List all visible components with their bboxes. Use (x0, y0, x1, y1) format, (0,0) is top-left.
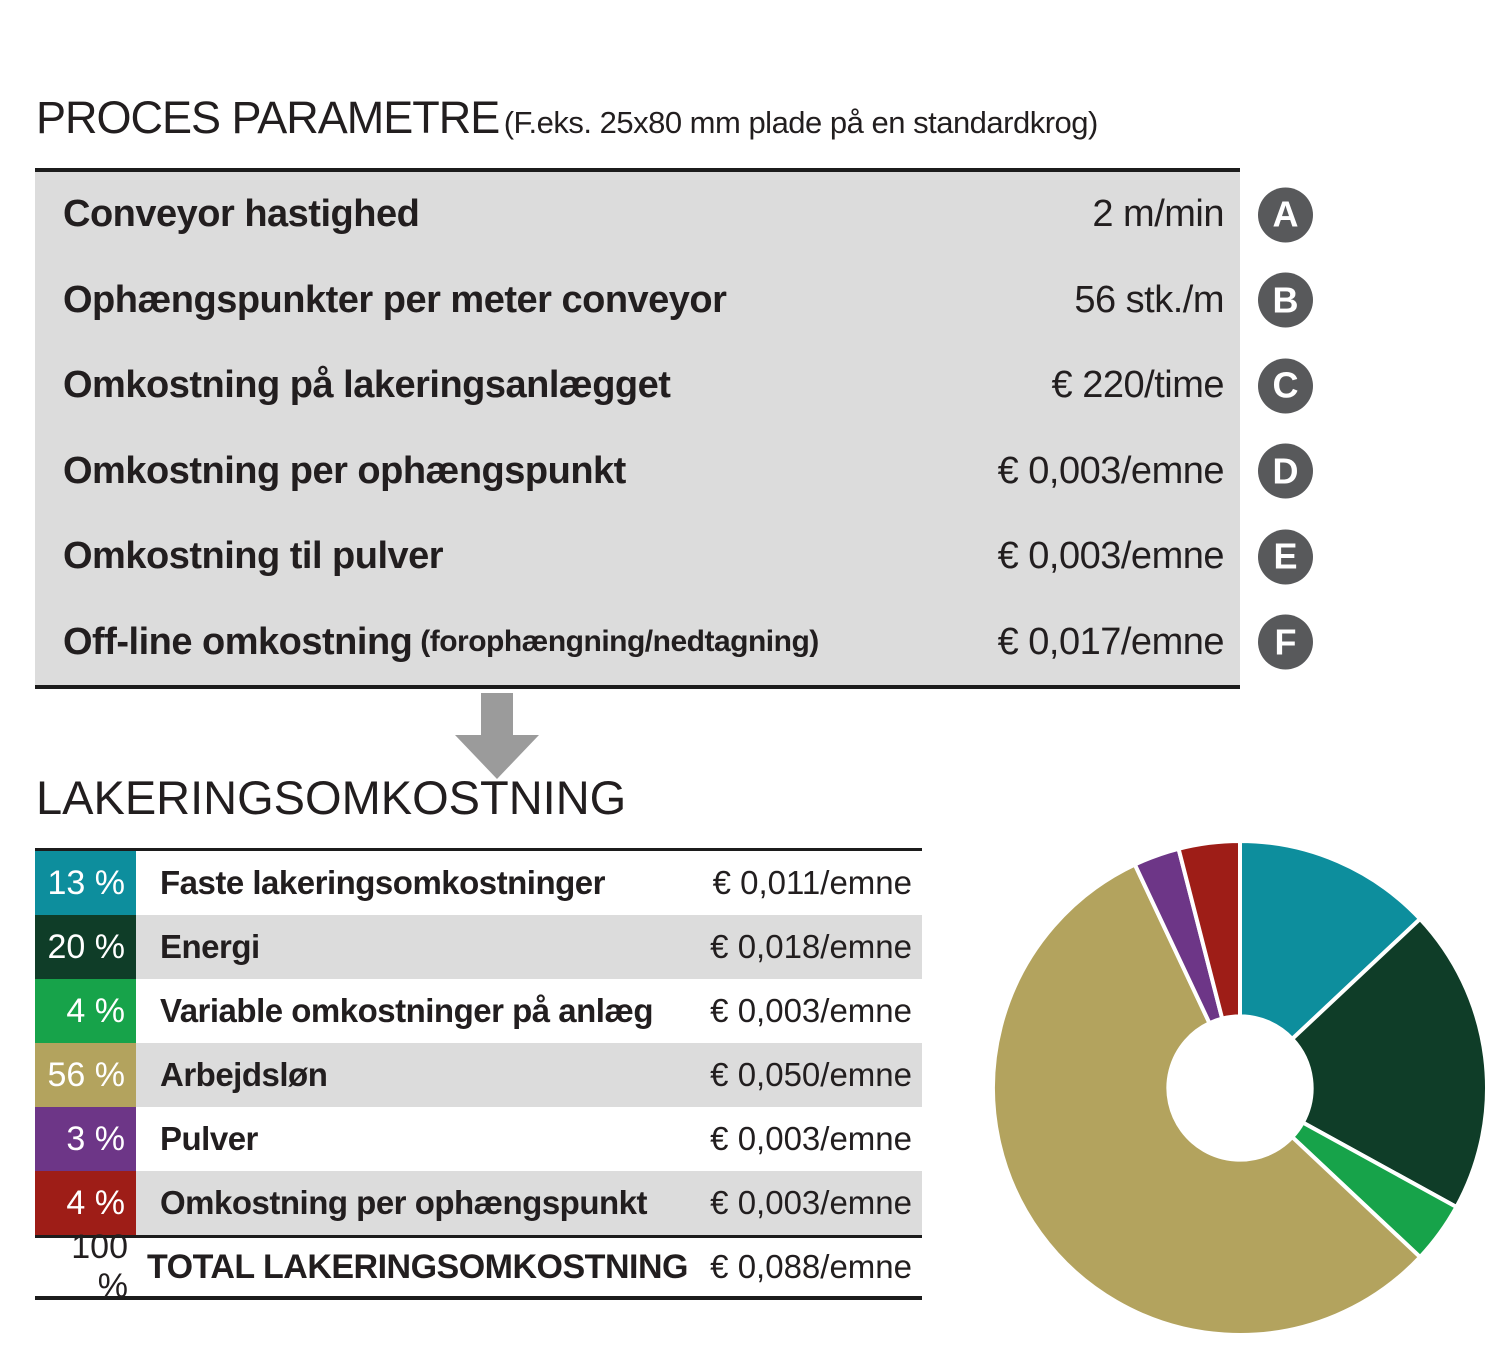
cost-row (35, 915, 922, 979)
parameter-row (35, 600, 1297, 686)
cost-percent-chip: 13 % (35, 851, 136, 915)
cost-label: Omkostning per ophængspunkt (160, 1184, 647, 1221)
parameter-value: € 0,003/emne (997, 449, 1224, 492)
parameter-value: € 0,017/emne (997, 620, 1224, 663)
cost-row (35, 851, 922, 915)
parameter-row (35, 429, 1299, 515)
total-label: TOTAL LAKERINGSOMKOSTNING (147, 1247, 688, 1286)
parameter-value: € 220/time (1051, 364, 1224, 407)
total-value: € 0,088/emne (710, 1248, 912, 1285)
cost-donut-chart (990, 838, 1490, 1338)
page-title (36, 92, 1098, 144)
cost-percent-chip: 20 % (35, 915, 136, 979)
parameter-row (35, 343, 1299, 429)
process-parameters-table (35, 168, 1299, 689)
parameter-badge-c: C (1258, 358, 1313, 413)
parameter-label: Omkostning til pulver (63, 535, 444, 578)
parameter-value: € 0,003/emne (997, 535, 1224, 578)
cost-value: € 0,050/emne (710, 1056, 912, 1093)
parameter-badge-d: D (1258, 444, 1313, 499)
cost-percent-chip: 4 % (35, 1171, 136, 1235)
parameter-badge-a: A (1258, 187, 1313, 242)
parameter-label: Ophængspunkter per meter conveyor (63, 278, 727, 321)
cost-value: € 0,003/emne (710, 992, 912, 1029)
total-percent: 100 % (71, 1228, 128, 1305)
cost-row (35, 1107, 922, 1171)
cost-label: Faste lakeringsomkostninger (160, 864, 605, 901)
cost-row (35, 1171, 922, 1235)
cost-percent-chip: 56 % (35, 1043, 136, 1107)
parameter-note: (forophængning/nedtagning) (412, 625, 819, 659)
page-title-text: PROCES PARAMETRE (36, 92, 500, 143)
cost-value: € 0,011/emne (712, 864, 912, 901)
costs-title: LAKERINGSOMKOSTNING (36, 771, 627, 824)
cost-row (35, 979, 922, 1043)
parameter-badge-b: B (1258, 273, 1313, 328)
parameter-row (35, 172, 1299, 258)
cost-percent-chip: 4 % (35, 979, 136, 1043)
parameter-value: 2 m/min (1092, 193, 1224, 236)
cost-label: Arbejdsløn (160, 1056, 328, 1093)
parameter-label: Omkostning på lakeringsanlægget (63, 364, 671, 407)
parameter-row (35, 514, 1298, 600)
costs-table (35, 848, 922, 1305)
parameter-label: Conveyor hastighed (63, 193, 420, 236)
parameter-label: Omkostning per ophængspunkt (63, 449, 626, 492)
down-arrow-stem (481, 693, 513, 735)
page-subtitle: (F.eks. 25x80 mm plade på en standardkrog) (503, 105, 1098, 140)
cost-value: € 0,003/emne (710, 1184, 912, 1221)
cost-percent-chip: 3 % (35, 1107, 136, 1171)
parameter-badge-e: E (1258, 529, 1313, 584)
cost-value: € 0,018/emne (710, 928, 912, 965)
cost-label: Variable omkostninger på anlæg (160, 992, 653, 1029)
cost-row (35, 1043, 922, 1107)
cost-value: € 0,003/emne (710, 1120, 912, 1157)
down-arrow-icon (455, 693, 539, 777)
cost-total-row (35, 1228, 922, 1305)
parameter-row (35, 258, 1299, 344)
parameter-badge-f: F (1258, 615, 1313, 670)
cost-label: Energi (160, 928, 260, 965)
parameter-label: Off-line omkostning (63, 620, 413, 663)
cost-label: Pulver (160, 1120, 258, 1157)
parameter-value: 56 stk./m (1074, 278, 1224, 321)
